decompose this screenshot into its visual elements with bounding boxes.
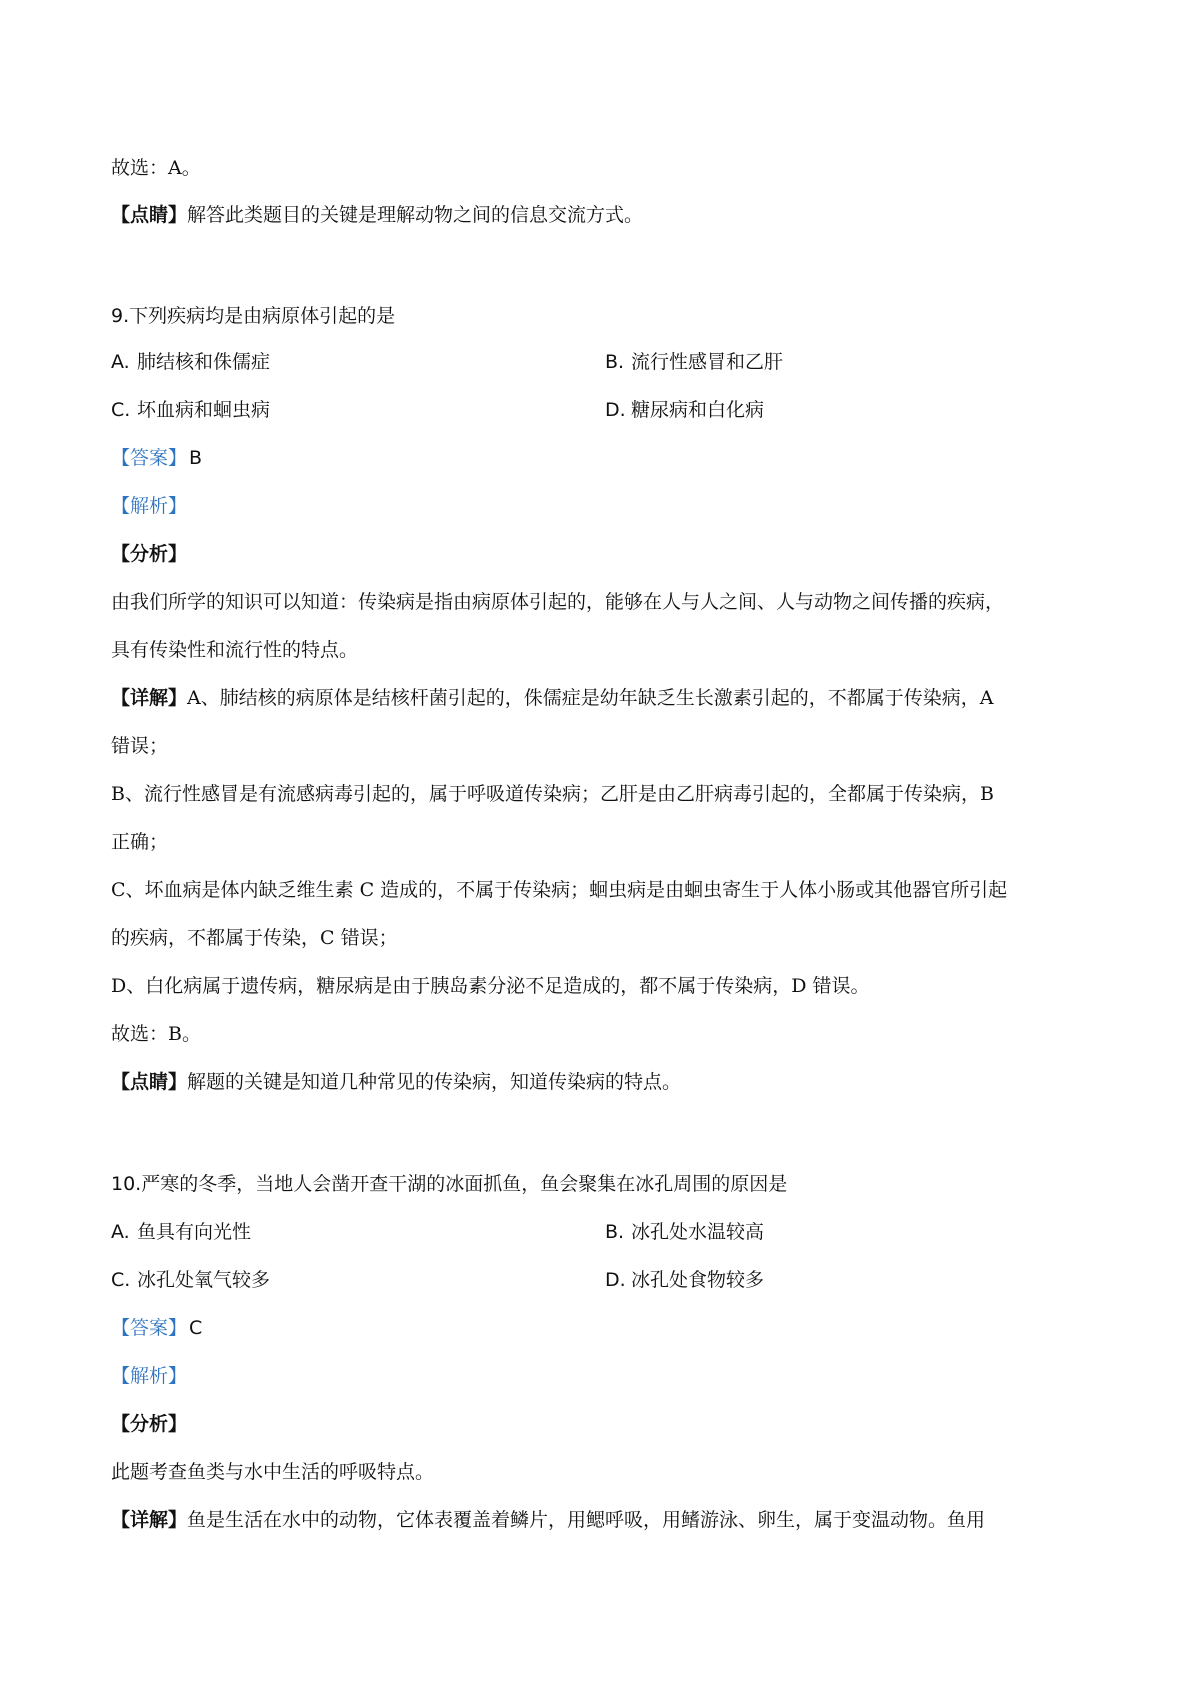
q9-answer-value: B: [189, 447, 203, 469]
q9-answer-label: 【答案】: [111, 447, 188, 469]
q9-option-d-letter: D.: [605, 399, 626, 421]
q9-detail-label: 【详解】: [111, 687, 188, 709]
q10-analysis-label: 【解析】: [111, 1365, 188, 1387]
q10-option-d-letter: D.: [605, 1269, 626, 1291]
q8-conclusion: 故选：A。: [111, 157, 201, 179]
q9-option-b: [605, 348, 783, 376]
q10-option-a-text: 鱼具有向光性: [137, 1221, 252, 1243]
q9-detail-c-line2: 的疾病，不都属于传染，C 错误；: [111, 927, 398, 949]
q10-stem: 10.严寒的冬季，当地人会凿开查干湖的冰面抓鱼，鱼会聚集在冰孔周围的原因是: [111, 1173, 788, 1195]
q10-option-b-letter: B.: [605, 1221, 625, 1243]
q10-option-c-letter: C.: [111, 1269, 131, 1291]
q10-answer: [111, 1314, 1101, 1342]
q9-detail-a: [111, 684, 1101, 712]
q10-option-b: [605, 1218, 764, 1246]
q9-detail-a-line2: 错误；: [111, 735, 169, 757]
q8-tip: [111, 201, 1101, 229]
q10-option-c-text: 冰孔处氧气较多: [137, 1269, 271, 1291]
q8-tip-text: 解答此类题目的关键是理解动物之间的信息交流方式。: [187, 204, 644, 226]
q9-detail-b-line1: B、流行性感冒是有流感病毒引起的，属于呼吸道传染病；乙肝是由乙肝病毒引起的，全都属于传染病，B: [111, 783, 994, 805]
q10-option-d-text: 冰孔处食物较多: [631, 1269, 765, 1291]
q9-tip-text: 解题的关键是知道几种常见的传染病，知道传染病的特点。: [187, 1071, 682, 1093]
q9-answer: [111, 444, 1101, 472]
q10-option-a: [111, 1218, 251, 1246]
q10-answer-label: 【答案】: [111, 1317, 188, 1339]
q9-tip-label: 【点睛】: [111, 1071, 188, 1093]
q9-option-b-text: 流行性感冒和乙肝: [631, 351, 784, 373]
q9-option-c-letter: C.: [111, 399, 131, 421]
q9-fenxi-label: 【分析】: [111, 543, 188, 565]
q9-option-c-text: 坏血病和蛔虫病: [137, 399, 271, 421]
q10-detail-label: 【详解】: [111, 1509, 188, 1531]
q8-tip-label: 【点睛】: [111, 204, 188, 226]
q9-detail-c-line1: C、坏血病是体内缺乏维生素 C 造成的，不属于传染病；蛔虫病是由蛔虫寄生于人体小肠或其他器官所引起: [111, 879, 1008, 901]
q9-option-d: [605, 396, 764, 424]
q9-analysis-label: 【解析】: [111, 495, 188, 517]
q9-option-d-text: 糖尿病和白化病: [631, 399, 765, 421]
q10-option-d: [605, 1266, 764, 1294]
q9-fenxi-line2: 具有传染性和流行性的特点。: [111, 639, 359, 661]
q10-option-b-text: 冰孔处水温较高: [631, 1221, 765, 1243]
q9-detail-b-line2: 正确；: [111, 831, 169, 853]
q9-stem: 9.下列疾病均是由病原体引起的是: [111, 305, 396, 327]
q9-option-b-letter: B.: [605, 351, 625, 373]
q9-option-a-letter: A.: [111, 351, 130, 373]
q9-fenxi-line1: 由我们所学的知识可以知道：传染病是指由病原体引起的，能够在人与人之间、人与动物之间传播的疾病，: [111, 591, 1005, 613]
q9-conclusion: 故选：B。: [111, 1023, 201, 1045]
q9-option-c: [111, 396, 270, 424]
q9-option-a: [111, 348, 270, 376]
q10-detail: [111, 1506, 1101, 1534]
q10-option-a-letter: A.: [111, 1221, 130, 1243]
q10-option-c: [111, 1266, 270, 1294]
q9-option-a-text: 肺结核和侏儒症: [137, 351, 271, 373]
q9-detail-d-line1: D、白化病属于遗传病，糖尿病是由于胰岛素分泌不足造成的，都不属于传染病，D 错误。: [111, 975, 870, 997]
q10-fenxi-label: 【分析】: [111, 1413, 188, 1435]
q9-tip: [111, 1068, 1101, 1096]
q10-detail-line1: 鱼是生活在水中的动物，它体表覆盖着鳞片，用鳃呼吸，用鳍游泳、卵生，属于变温动物。鱼用: [187, 1509, 986, 1531]
q10-answer-value: C: [189, 1317, 203, 1339]
q9-detail-a-line1: A、肺结核的病原体是结核杆菌引起的，侏儒症是幼年缺乏生长激素引起的，不都属于传染病，A: [187, 687, 994, 709]
q10-fenxi-line1: 此题考查鱼类与水中生活的呼吸特点。: [111, 1461, 435, 1483]
